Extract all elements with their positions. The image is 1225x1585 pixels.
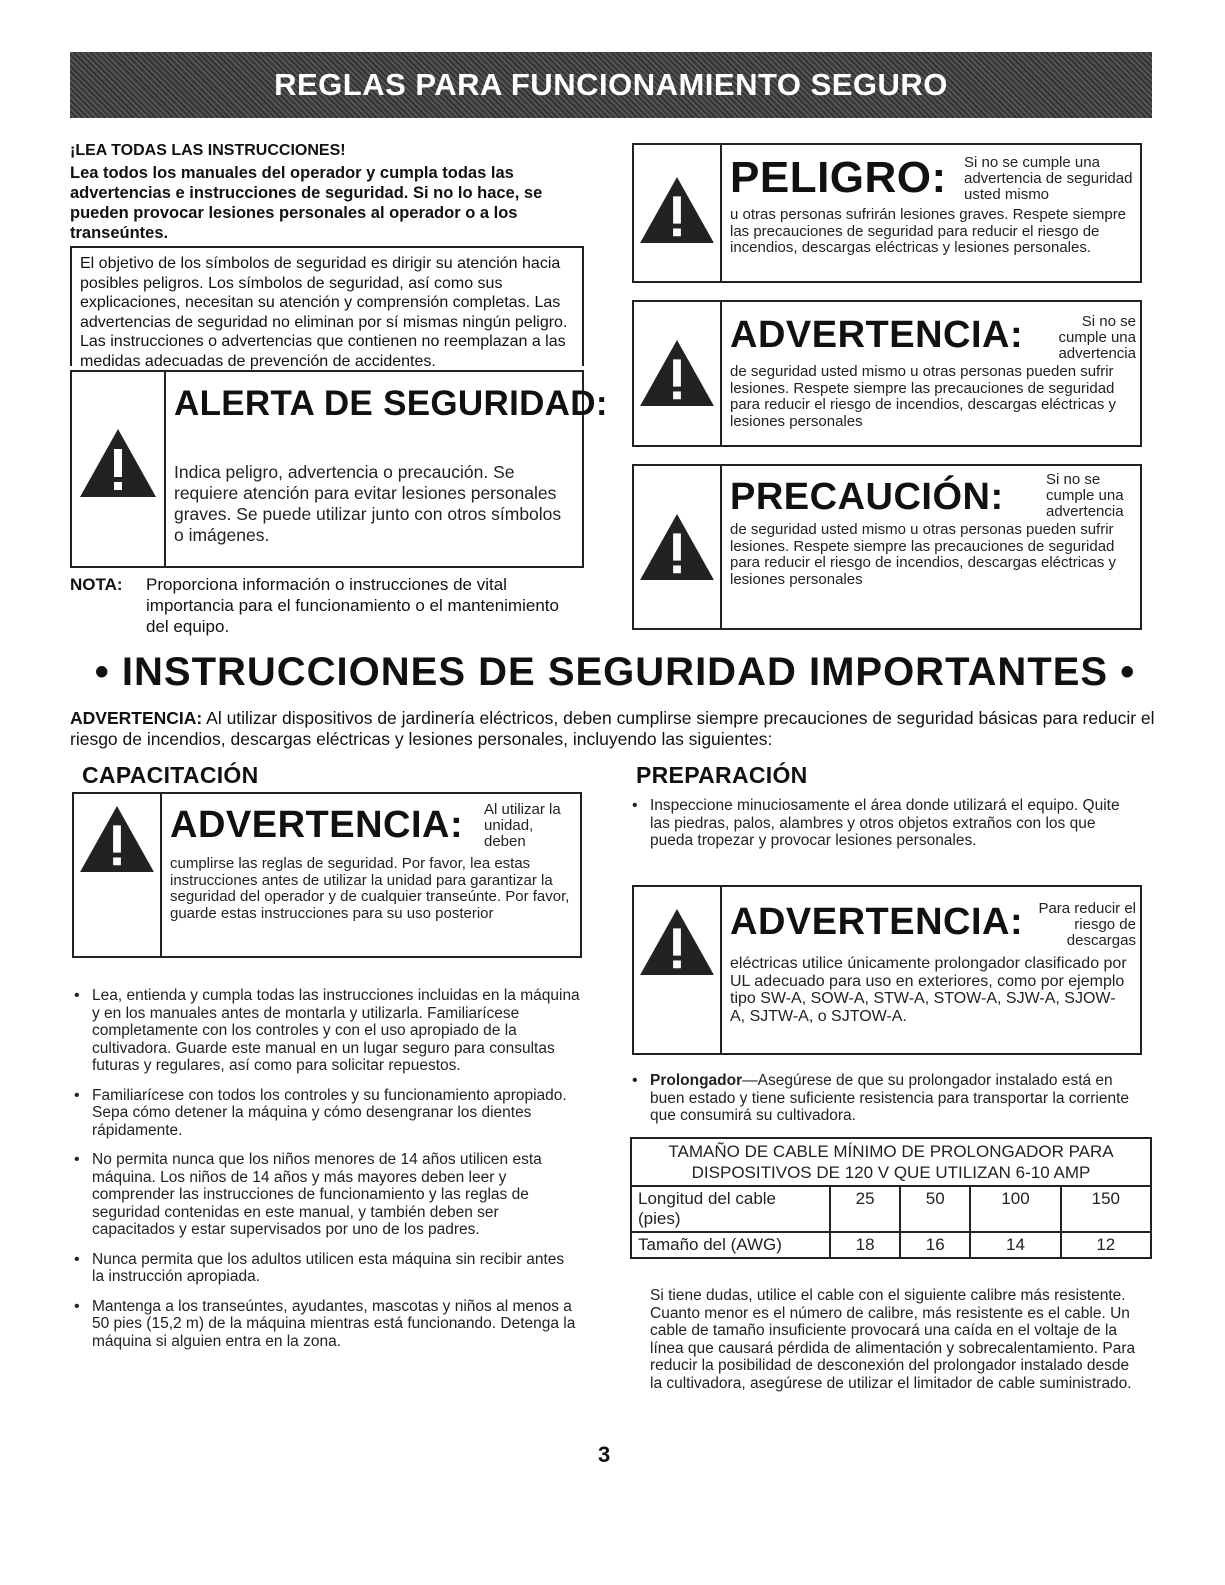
table-row [631,1138,1151,1186]
capacitacion-side: Al utilizar la unidad, deben [484,801,561,850]
banner-title: REGLAS PARA FUNCIONAMIENTO SEGURO [274,67,948,102]
page-number: 3 [598,1442,611,1467]
warning-triangle-icon [78,427,158,499]
safety-alert-box [70,370,608,568]
list-item: • Mantenga a los transeúntes, ayudantes, mascotas y niños al menos a 50 pies (15,2 m) de la máquina mientras está funcionando. Detenga la máquina si alguien entra en la zona. [72,1298,580,1351]
alert-title: ALERTA DE SEGURIDAD: [174,384,608,423]
table-cell: 100 [970,1186,1060,1232]
advertencia-box [632,300,1142,447]
preparacion-list [630,797,1130,862]
advertencia-word: ADVERTENCIA: [730,314,1024,356]
capacitacion-warning-box [72,792,582,958]
capacitacion-icon-cell [74,794,162,956]
table-cell: 14 [970,1232,1060,1258]
lead-text: Lea todos los manuales del operador y cumpla todas las advertencias e instrucciones de seguridad. Si no lo hace, se pueden provocar lesiones personales al operador o a los transeúntes. [70,164,543,242]
page-banner [70,52,1152,118]
list-item: • Inspeccione minuciosamente el área donde utilizará el equipo. Quite las piedras, palos, alambres y otros objetos extraños con los que pueda tropezar y provocar lesiones personales. [630,797,1130,850]
table-row [631,1232,1151,1258]
advertencia-icon-cell [634,302,722,445]
intro-box: El objetivo de los símbolos de seguridad es dirigir su atención hacia posibles peligros. Los símbolos de seguridad, así como sus explicaciones, necesitan su atención y comprensión completas. Las advertencias de seguridad no eliminan por sí mismas ningún peligro. Las instrucciones o advertencias que contienen no reemplazan a las medidas adecuadas de prevención de accidentes. [70,246,584,366]
prolongador-text: —Asegúrese de que su prolongador instalado está en buen estado y tiene suficiente resistencia para transportar la corriente que consumirá su cultivadora. [650,1072,1130,1124]
lead-title: ¡LEA TODAS LAS INSTRUCCIONES! [70,142,346,159]
peligro-box [632,143,1142,283]
peligro-icon-cell [634,145,722,281]
precaucion-word: PRECAUCIÓN: [730,476,1004,518]
capacitacion-text: cumplirse las reglas de seguridad. Por favor, lea estas instrucciones antes de utilizar la unidad para garantizar la seguridad del operador y de cualquier transeúnte. Por favor, guarde estas instrucciones para su uso posterior [170,855,570,922]
nota-text: Proporciona información o instrucciones de vital importancia para el funcionamiento o el mantenimiento del equipo. [146,575,559,636]
capacitacion-heading: CAPACITACIÓN [82,762,259,788]
prolongador-label: Prolongador [650,1072,743,1089]
peligro-side: Si no se cumple una advertencia de seguridad usted mismo [964,154,1133,203]
warning-triangle-icon [78,804,156,874]
cable-note: Si tiene dudas, utilice el cable con el siguiente calibre más resistente. Cuanto menor es el número de calibre, más resistente es el cable. Un cable de tamaño insuficiente provocará una caída en el voltaje de la línea que causará pérdida de alimentación y sobrecalentamiento. Para reducir la posibilidad de desconexión del prolongador instalado desde la cultivadora, asegúrese de utilizar el limitador de cable suministrado. [650,1287,1136,1392]
alert-icon-cell [72,372,166,566]
list-item: • Lea, entienda y cumpla todas las instrucciones incluidas en la máquina y en los manuales antes de montarla y utilizarla. Familiarícese completamente con los controles y con el uso apropiado de la cultivadora. Guarde este manual en un lugar seguro para consultas futuras y regulares, así como para solicitar repuestos. [72,987,580,1075]
table-cell: 18 [830,1232,900,1258]
preparacion-icon-cell [634,887,722,1053]
table-title: TAMAÑO DE CABLE MÍNIMO DE PROLONGADOR PARA DISPOSITIVOS DE 120 V QUE UTILIZAN 6-10 AMP [631,1138,1151,1186]
table-row-label: Tamaño del (AWG) [631,1232,830,1258]
warning-triangle-icon [638,338,716,408]
precaucion-side: Si no se cumple una advertencia [1046,471,1124,520]
warning-triangle-icon [638,907,716,977]
peligro-word: PELIGRO: [730,153,947,202]
advertencia-text: de seguridad usted mismo u otras personas pueden sufrir lesiones. Respete siempre las precauciones de seguridad para reducir el riesgo de incendios, descargas eléctricas y lesiones personales [730,363,1117,430]
preparacion-heading: PREPARACIÓN [636,762,808,788]
nota-label: NOTA: [70,575,123,594]
table-cell: 25 [830,1186,900,1232]
advertencia-label: ADVERTENCIA: [70,708,203,728]
prolongador-list [630,1072,1145,1137]
preparacion-text: eléctricas utilice únicamente prolongador clasificado por UL adecuado para uso en exteriores, como por ejemplo tipo SW-A, SOW-A, STW-A, STOW-A, SJW-A, SJOW-A, SJTW-A, o SJTOW-A. [730,955,1127,1025]
table-cell: 50 [900,1186,970,1232]
preparacion-warning-box [632,885,1142,1055]
table-row-label: Longitud del cable (pies) [631,1186,830,1232]
capacitacion-word: ADVERTENCIA: [170,804,464,846]
main-heading: • INSTRUCCIONES DE SEGURIDAD IMPORTANTES • [94,650,1136,694]
warning-triangle-icon [638,512,716,582]
precaucion-box [632,464,1142,630]
warning-triangle-icon [638,175,716,245]
precaucion-icon-cell [634,466,722,628]
advertencia-side: Si no se cumple una advertencia [1058,313,1136,362]
preparacion-word: ADVERTENCIA: [730,901,1024,943]
alert-text: Indica peligro, advertencia o precaución. Se requiere atención para evitar lesiones personales graves. Se puede utilizar junto con otros símbolos o imágenes. [174,462,562,545]
table-cell: 16 [900,1232,970,1258]
preparacion-side: Para reducir el riesgo de descargas [1038,900,1136,949]
table-cell: 12 [1061,1232,1151,1258]
list-item: • Nunca permita que los adultos utilicen esta máquina sin recibir antes la instrucción apropiada. [72,1251,580,1286]
advertencia-paragraph [70,708,1155,750]
list-item [630,1072,1145,1125]
list-item: • No permita nunca que los niños menores de 14 años utilicen esta máquina. Los niños de 14 años y más mayores deben leer y comprender las instrucciones de funcionamiento y las reglas de seguridad contenidas en este manual, y también deben ser capacitados y estar supervisados por uno de los padres. [72,1151,580,1239]
table-row [631,1186,1151,1232]
capacitacion-list [72,987,580,1362]
precaucion-text: de seguridad usted mismo u otras personas pueden sufrir lesiones. Respete siempre las precauciones de seguridad para reducir el riesgo de incendios, descargas eléctricas y lesiones personales [730,521,1117,588]
table-cell: 150 [1061,1186,1151,1232]
advertencia-paragraph-text: Al utilizar dispositivos de jardinería eléctricos, deben cumplirse siempre precauciones de seguridad básicas para reducir el riesgo de incendios, descargas eléctricas y lesiones personales, incluyendo las siguientes: [70,708,1155,749]
list-item: • Familiarícese con todos los controles y su funcionamiento apropiado. Sepa cómo detener la máquina y cómo desengranar los dientes rápidamente. [72,1087,580,1140]
cable-size-table [630,1137,1152,1259]
peligro-text: u otras personas sufrirán lesiones graves. Respete siempre las precauciones de seguridad para reducir el riesgo de incendios, descargas eléctricas y lesiones personales. [730,206,1127,256]
